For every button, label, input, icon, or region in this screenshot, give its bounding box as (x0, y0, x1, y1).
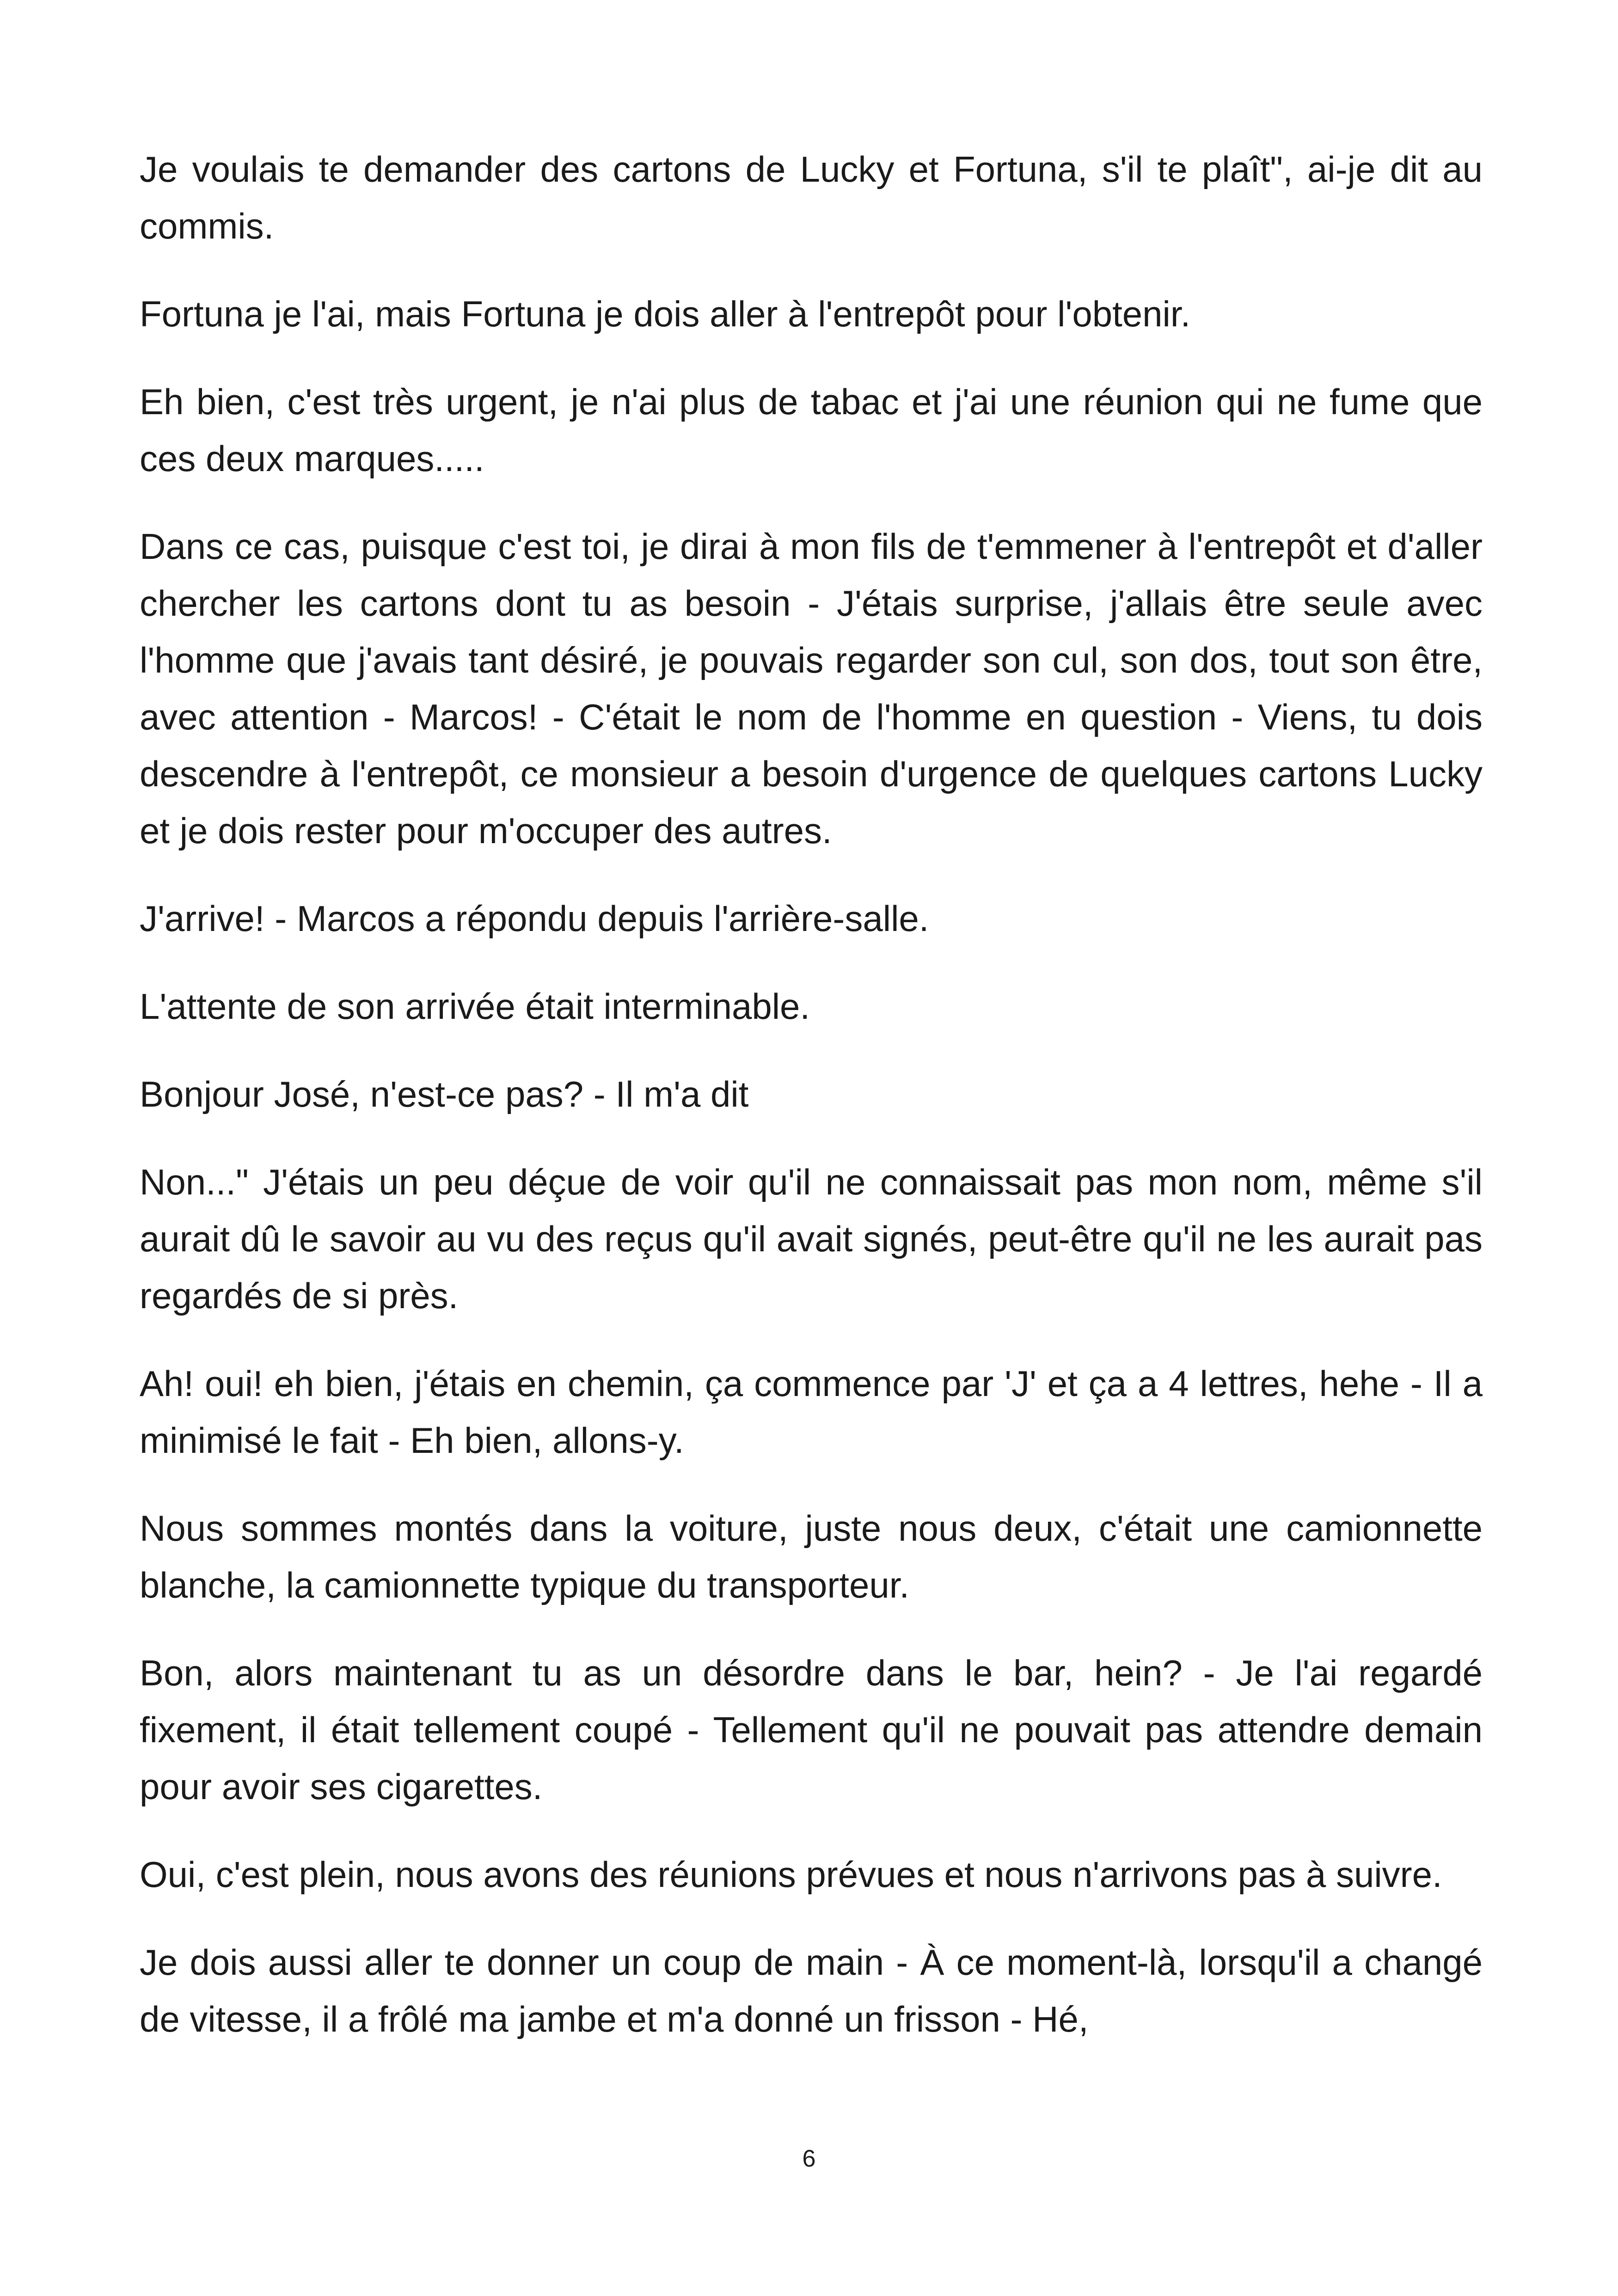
paragraph: Ah! oui! eh bien, j'étais en chemin, ça commence par 'J' et ça a 4 lettres, hehe - Il a minimisé le fait - Eh bien, allons-y. (140, 1363, 1483, 1461)
paragraph: L'attente de son arrivée était interminable. (140, 986, 810, 1027)
page-number: 6 (802, 2145, 816, 2172)
paragraph: Bonjour José, n'est-ce pas? - Il m'a dit (140, 1074, 749, 1114)
paragraph: Je dois aussi aller te donner un coup de main - À ce moment-là, lorsqu'il a changé de vitesse, il a frôlé ma jambe et m'a donné un frisson - Hé, (140, 1942, 1483, 2039)
paragraph: Nous sommes montés dans la voiture, juste nous deux, c'était une camionnette blanche, la camionnette typique du transporteur. (140, 1508, 1483, 1605)
paragraph: Oui, c'est plein, nous avons des réunions prévues et nous n'arrivons pas à suivre. (140, 1854, 1442, 1895)
body-text (140, 141, 1483, 2079)
paragraph: Fortuna je l'ai, mais Fortuna je dois aller à l'entrepôt pour l'obtenir. (140, 294, 1191, 334)
paragraph: Dans ce cas, puisque c'est toi, je dirai à mon fils de t'emmener à l'entrepôt et d'aller chercher les cartons dont tu as besoin - J'étais surprise, j'allais être seule avec l'homme que j'avais tant désiré, je pouvais regarder son cul, son dos, tout son être, avec attention - Marcos! - C'était le nom de l'homme en question - Viens, tu dois descendre à l'entrepôt, ce monsieur a besoin d'urgence de quelques cartons Lucky et je dois rester pour m'occuper des autres. (140, 526, 1483, 851)
paragraph: J'arrive! - Marcos a répondu depuis l'arrière-salle. (140, 898, 929, 939)
paragraph: Je voulais te demander des cartons de Lucky et Fortuna, s'il te plaît", ai-je dit au commis. (140, 149, 1483, 246)
paragraph: Eh bien, c'est très urgent, je n'ai plus de tabac et j'ai une réunion qui ne fume que ces deux marques..... (140, 381, 1483, 479)
paragraph: Non..." J'étais un peu déçue de voir qu'il ne connaissait pas mon nom, même s'il aurait dû le savoir au vu des reçus qu'il avait signés, peut-être qu'il ne les aurait pas regardés de si près. (140, 1162, 1483, 1316)
paragraph: Bon, alors maintenant tu as un désordre dans le bar, hein? - Je l'ai regardé fixement, il était tellement coupé - Tellement qu'il ne pouvait pas attendre demain pour avoir ses cigarettes. (140, 1653, 1483, 1807)
